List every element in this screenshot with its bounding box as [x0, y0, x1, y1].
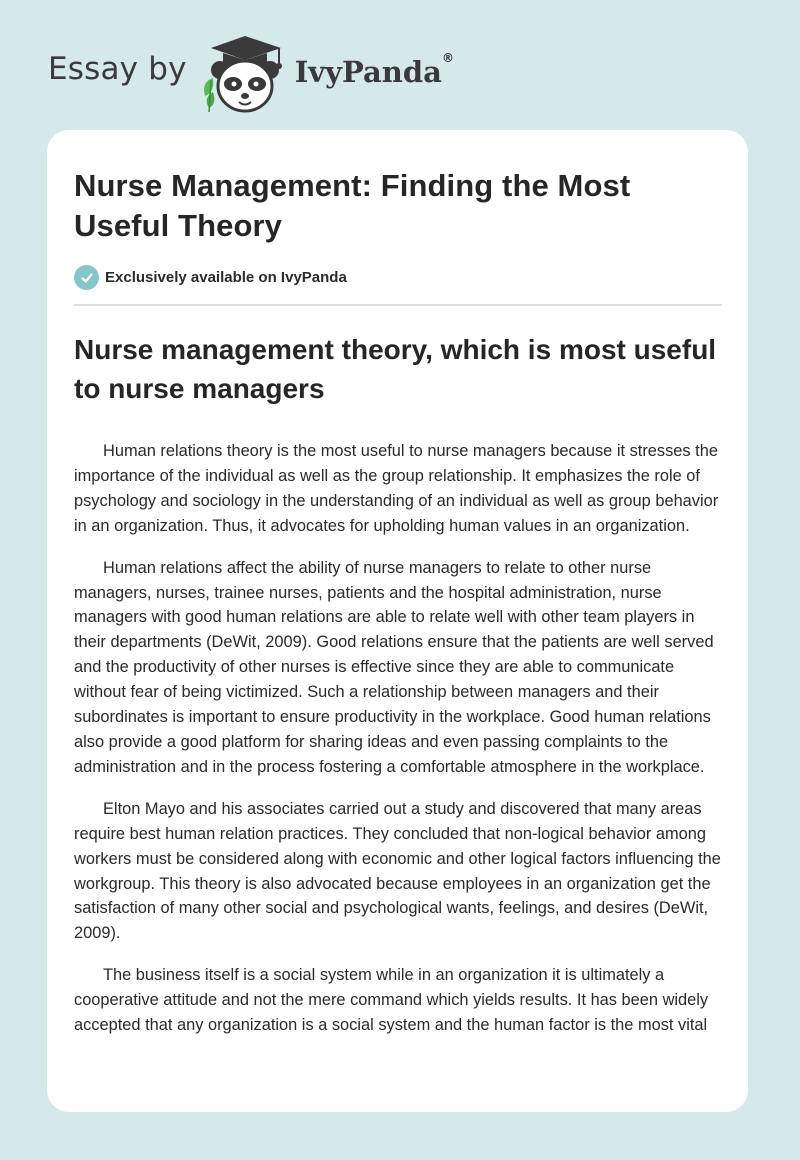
- section-heading: Nurse management theory, which is most useful to nurse managers: [74, 334, 717, 404]
- panda-graduate-icon[interactable]: [199, 34, 291, 114]
- exclusive-badge: [74, 265, 722, 290]
- divider: [74, 304, 722, 306]
- paragraph: Elton Mayo and his associates carried out a study and discovered that many areas require best human relation practices. They concluded that non-logical behavior among workers must be considered along with economic and other logical factors influencing the workgroup. This theory is also advocated because employees in an organization get the satisfaction of many other social and psychological wants, feelings, and desires (DeWit, 2009).: [74, 799, 721, 943]
- paragraph: Human relations affect the ability of nurse managers to relate to other nurse managers, nurses, trainee nurses, patients and the hospital administration, nurse managers with good human relations are able to relate well with other team players in their departments (DeWit, 2009). Good relations ensure that the patients are well served and the productivity of other nurses is effective since they are able to communicate without fear of being victimized. Such a relationship between managers and their subordinates is important to ensure productivity in the workplace. Good human relations also provide a good platform for sharing ideas and even passing complaints to the administration and in the process fostering a comfortable atmosphere in the workplace.: [74, 558, 714, 776]
- paragraph: The business itself is a social system while in an organization it is ultimately a cooperative attitude and not the mere command which yields results. It has been widely accepted that any organization is a social system and the human factor is the most vital: [74, 966, 709, 1035]
- exclusive-label: Exclusively available on IvyPanda: [105, 269, 347, 286]
- registered-mark: ®: [441, 51, 454, 65]
- paragraph: Human relations theory is the most useful to nurse managers because it stresses the importance of the individual as well as the group relationship. It emphasizes the role of psychology and sociology in the understanding of an individual as well as group behavior in an organization. Thus, it advocates for upholding human values in an organization.: [74, 442, 719, 535]
- brand-name[interactable]: [294, 51, 454, 89]
- brand-name-text: IvyPanda: [294, 55, 442, 89]
- article-title: Nurse Management: Finding the Most Useful Theory: [74, 168, 631, 243]
- site-header: [48, 34, 454, 114]
- article-card: [47, 130, 748, 1112]
- essay-by-label: Essay by: [48, 51, 187, 87]
- check-circle-icon: [74, 265, 99, 290]
